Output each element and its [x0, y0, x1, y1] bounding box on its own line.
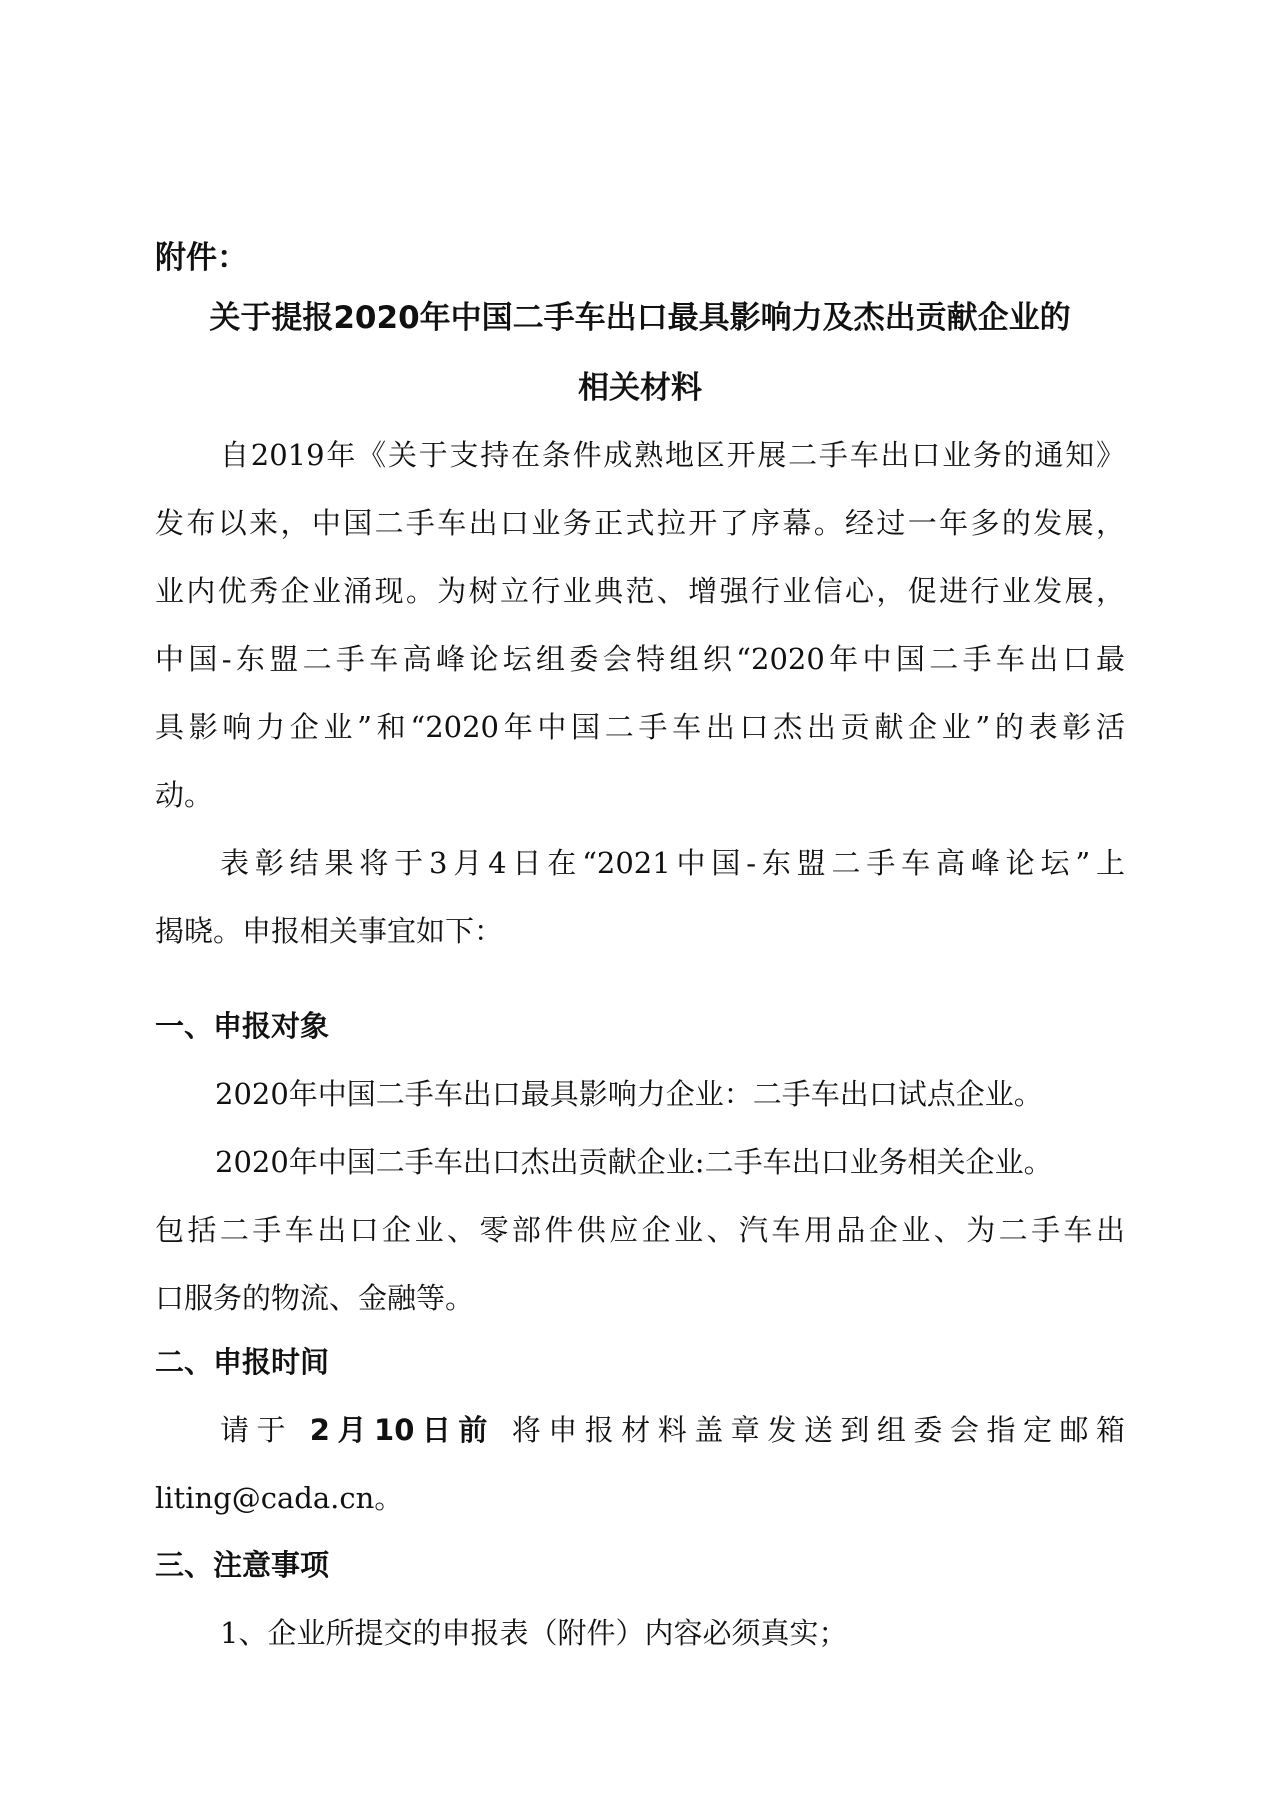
submission-email: liting@cada.cn。	[155, 1481, 404, 1515]
deadline-pre-text: 请于	[220, 1413, 294, 1447]
intro-paragraph-2-line-2: 揭晓。申报相关事宜如下：	[155, 914, 504, 948]
intro-paragraph-1-line-4: 中国-东盟二手车高峰论坛组委会特组织“2020年中国二手车出口最	[155, 642, 1125, 676]
intro-paragraph-2-line-1: 表彰结果将于3月4日在“2021中国-东盟二手车高峰论坛”上	[220, 846, 1125, 880]
section-1-heading: 一、申报对象	[155, 1009, 330, 1043]
section-3-heading: 三、注意事项	[155, 1548, 330, 1582]
section-2-line-1	[220, 1410, 1125, 1450]
section-3-item-1: 1、企业所提交的申报表（附件）内容必须真实；	[220, 1616, 848, 1650]
intro-paragraph-1-line-3: 业内优秀企业涌现。为树立行业典范、增强行业信心，促进行业发展，	[155, 574, 1125, 608]
document-title-line-1: 关于提报2020年中国二手车出口最具影响力及杰出贡献企业的	[209, 300, 1071, 336]
section-1-line-4: 口服务的物流、金融等。	[155, 1281, 475, 1315]
document-title-line-2: 相关材料	[578, 370, 702, 406]
section-1-line-3: 包括二手车出口企业、零部件供应企业、汽车用品企业、为二手车出	[155, 1213, 1125, 1247]
section-1-line-1: 2020年中国二手车出口最具影响力企业：二手车出口试点企业。	[215, 1077, 1043, 1111]
deadline-date: 2月10日前	[309, 1413, 495, 1447]
deadline-post-text: 将申报材料盖章发送到组委会指定邮箱	[511, 1413, 1125, 1447]
intro-paragraph-1-line-5: 具影响力企业”和“2020年中国二手车出口杰出贡献企业”的表彰活	[155, 710, 1125, 744]
attachment-label: 附件：	[155, 240, 248, 276]
section-1-line-2: 2020年中国二手车出口杰出贡献企业:二手车出口业务相关企业。	[215, 1145, 1053, 1179]
intro-paragraph-1-line-6: 动。	[155, 778, 214, 812]
intro-paragraph-1-line-2: 发布以来，中国二手车出口业务正式拉开了序幕。经过一年多的发展，	[155, 506, 1125, 540]
intro-paragraph-1-line-1: 自2019年《关于支持在条件成熟地区开展二手车出口业务的通知》	[220, 438, 1125, 472]
section-2-heading: 二、申报时间	[155, 1345, 330, 1379]
